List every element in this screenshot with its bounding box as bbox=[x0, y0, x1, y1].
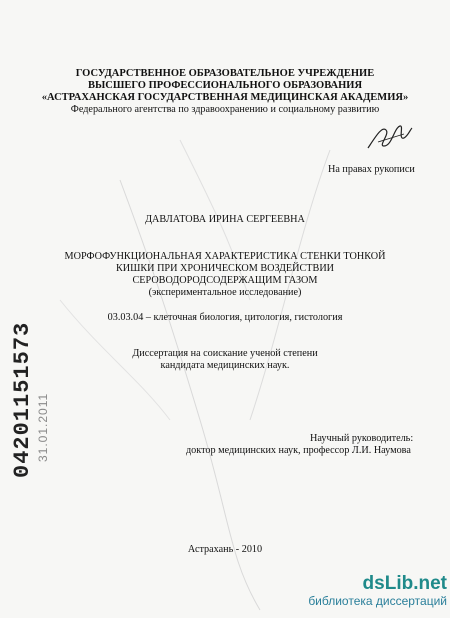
dslib-watermark-logo bbox=[287, 574, 447, 608]
title-line-1: МОРФОФУНКЦИОНАЛЬНАЯ ХАРАКТЕРИСТИКА СТЕНКИ ТОНКОЙ bbox=[64, 251, 386, 262]
title-line-2: КИШКИ ПРИ ХРОНИЧЕСКОМ ВОЗДЕЙСТВИИ bbox=[115, 263, 335, 274]
degree-line-2: кандидата медицинских наук. bbox=[160, 360, 290, 371]
place-year: Астрахань - 2010 bbox=[187, 544, 263, 555]
title-line-3: СЕРОВОДОРОДСОДЕРЖАЩИМ ГАЗОМ bbox=[132, 275, 318, 286]
signature-icon bbox=[364, 118, 414, 158]
supervisor-label: Научный руководитель: bbox=[310, 433, 414, 444]
specialty: 03.03.04 – клеточная биология, цитология, гистология bbox=[107, 312, 343, 323]
stamp-number: 04201151573 bbox=[10, 321, 35, 478]
title-subtitle: (экспериментальное исследование) bbox=[148, 287, 302, 298]
stamp-date: 31.01.2011 bbox=[36, 392, 50, 462]
supervisor-name: доктор медицинских наук, профессор Л.И. Наумова bbox=[186, 445, 411, 456]
header-line-1: ГОСУДАРСТВЕННОЕ ОБРАЗОВАТЕЛЬНОЕ УЧРЕЖДЕНИЕ bbox=[75, 68, 375, 79]
manuscript-rights: На правах рукописи bbox=[328, 164, 415, 175]
library-stamp bbox=[10, 322, 35, 478]
header-line-4: Федерального агентства по здравоохранению и социальному развитию bbox=[70, 104, 380, 115]
watermark-name: dsLib.net bbox=[362, 573, 447, 594]
degree-line-1: Диссертация на соискание ученой степени bbox=[132, 348, 318, 359]
header-line-3: «АСТРАХАНСКАЯ ГОСУДАРСТВЕННАЯ МЕДИЦИНСКАЯ АКАДЕМИЯ» bbox=[41, 92, 409, 103]
header-line-2: ВЫСШЕГО ПРОФЕССИОНАЛЬНОГО ОБРАЗОВАНИЯ bbox=[87, 80, 363, 91]
watermark-subtitle: библиотека диссертаций bbox=[308, 594, 447, 608]
author-name: ДАВЛАТОВА ИРИНА СЕРГЕЕВНА bbox=[145, 214, 305, 225]
